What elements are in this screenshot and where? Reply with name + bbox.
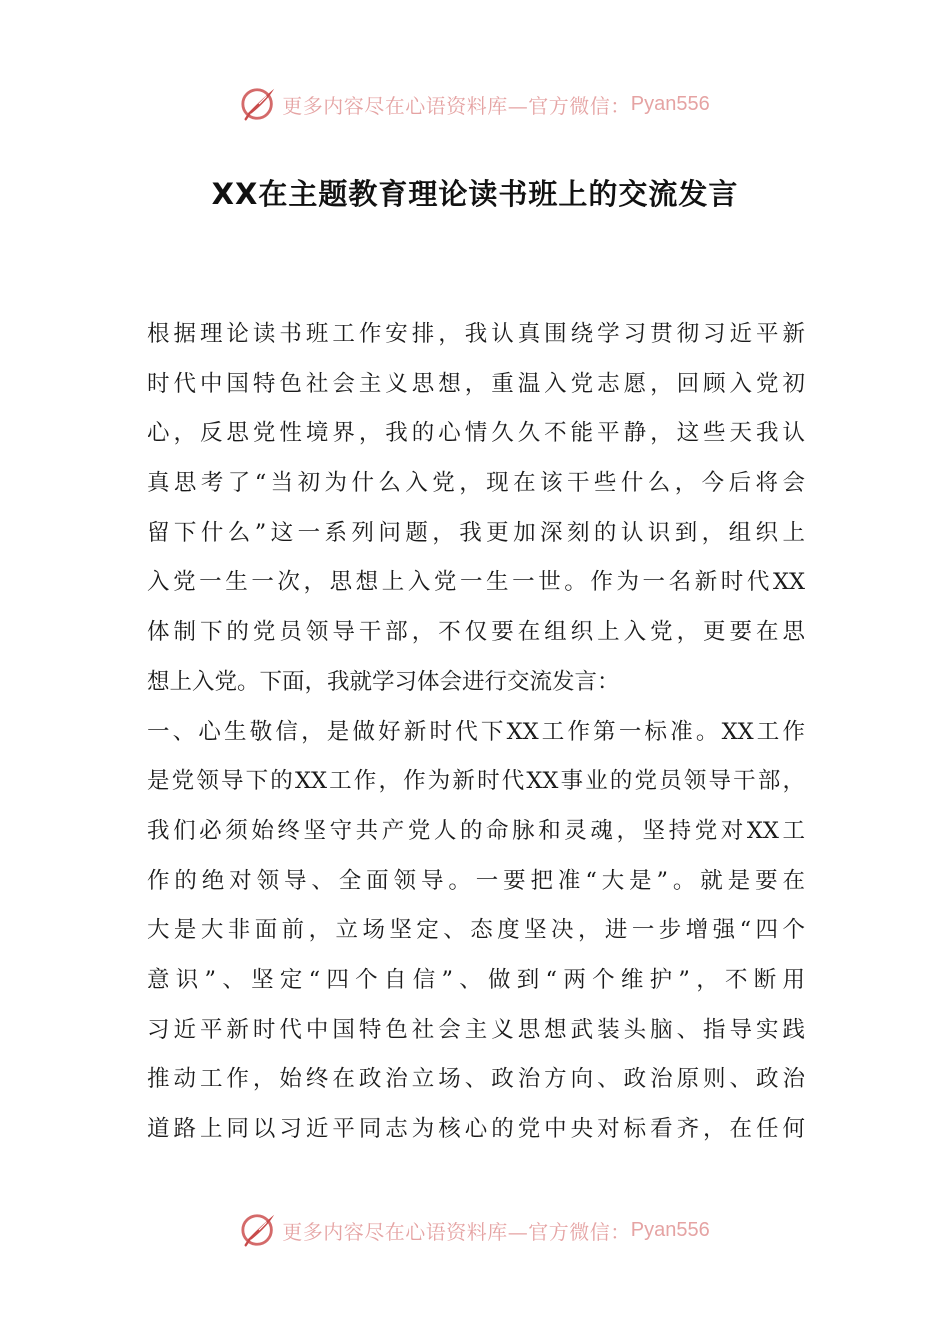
text-line: 意识”、坚定“四个自信”、做到“两个维护”，不断用 — [147, 966, 805, 993]
text-line: 道路上同以习近平同志为核心的党中央对标看齐，在任何 — [147, 1116, 805, 1142]
document-title: XX在主题教育理论读书班上的交流发言 — [211, 177, 739, 211]
header-watermark — [0, 84, 950, 124]
text-line: 入党一生一次，思想上入党一生一世。作为一名新时代XX — [147, 569, 805, 596]
text-line: 根据理论读书班工作安排，我认真围绕学习贯彻习近平新 — [147, 321, 805, 347]
quill-logo-icon — [240, 85, 278, 123]
document-body — [147, 310, 805, 1155]
text-line: 一、心生敬信，是做好新时代下XX工作第一标准。XX工作 — [147, 718, 805, 745]
text-line: 是党领导下的XX工作，作为新时代XX事业的党员领导干部， — [147, 768, 805, 795]
footer-watermark — [0, 1210, 950, 1250]
text-line: 心，反思党性境界，我的心情久久不能平静，这些天我认 — [147, 420, 805, 447]
text-line: 大是大非面前，立场坚定、态度坚决，进一步增强“四个 — [147, 917, 805, 944]
text-line: 习近平新时代中国特色社会主义思想武装头脑、指导实践 — [147, 1016, 805, 1043]
quill-logo-icon — [240, 1211, 278, 1249]
watermark-handle: Pyan556 — [630, 92, 710, 115]
text-line: 我们必须始终坚守共产党人的命脉和灵魂，坚持党对XX工 — [147, 817, 805, 844]
text-line: 留下什么”这一系列问题，我更加深刻的认识到，组织上 — [147, 519, 805, 546]
watermark-text: 更多内容尽在心语资料库—官方微信： — [282, 1219, 631, 1244]
text-line: 推动工作，始终在政治立场、政治方向、政治原则、政治 — [147, 1066, 805, 1093]
text-line: 作的绝对领导、全面领导。一要把准“大是”。就是要在 — [147, 867, 805, 894]
text-line: 时代中国特色社会主义思想，重温入党志愿，回顾入党初 — [147, 370, 805, 397]
watermark-text: 更多内容尽在心语资料库—官方微信： — [282, 93, 631, 118]
watermark-handle: Pyan556 — [630, 1218, 710, 1241]
text-line: 真思考了“当初为什么入党，现在该干些什么，今后将会 — [147, 470, 805, 497]
text-line: 想上入党。下面，我就学习体会进行交流发言： — [147, 668, 620, 695]
text-line: 体制下的党员领导干部，不仅要在组织上入党，更要在思 — [147, 619, 805, 646]
